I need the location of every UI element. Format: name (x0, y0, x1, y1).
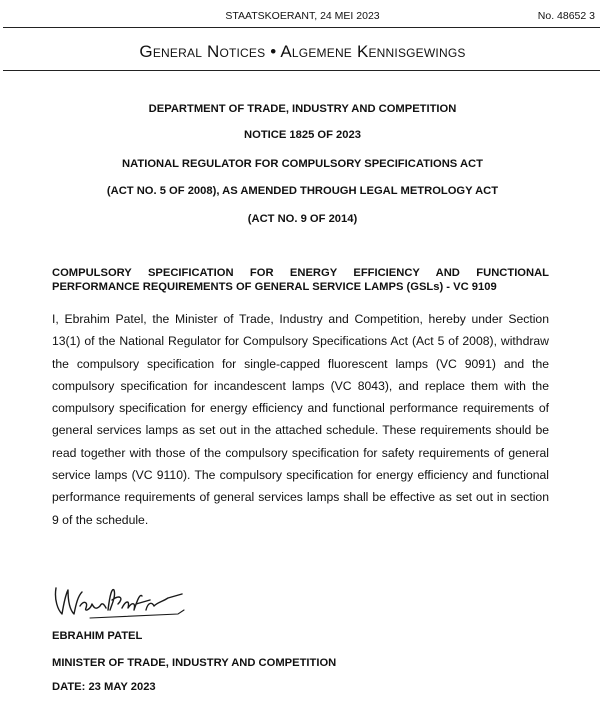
section-banner: General Notices • Algemene Kennisgewings (139, 42, 466, 61)
act-title-line-3: (ACT NO. 9 OF 2014) (247, 213, 358, 225)
notice-number: NOTICE 1825 OF 2023 (244, 129, 361, 141)
signatory-name: EBRAHIM PATEL (52, 630, 143, 642)
notice-subject: COMPULSORY SPECIFICATION FOR ENERGY EFFICIENCY AND FUNCTIONAL PERFORMANCE REQUIREMENTS OF GENERAL SERVICE LAMPS (GSLs) - VC 9109 (52, 267, 549, 293)
act-title-line-1: NATIONAL REGULATOR FOR COMPULSORY SPECIFICATIONS ACT (122, 158, 483, 170)
signatory-title: MINISTER OF TRADE, INDUSTRY AND COMPETITION (52, 657, 337, 669)
notice-body: I, Ebrahim Patel, the Minister of Trade, Industry and Competition, hereby under Section 13(1) of the National Regulator for Compulsory Specifications Act (Act 5 of 2008), withdraw the compulsory specification for single-capped fluorescent lamps (VC 9091) and the compulsory specification for incandescent lamps (VC 8043), and replace them with the compulsory specification for energy efficiency and functional performance requirements of general services lamps as set out in the attached schedule. These requirements should be read together with those of the compulsory specification for safety requirements of general service lamps (VC 9110). The compulsory specification for energy efficiency and functional performance requirements of general services lamps shall be effective as set out in section 9 of the schedule. (52, 312, 549, 527)
handwritten-signature (50, 580, 190, 625)
gazette-number: No. 48652 3 (537, 10, 595, 22)
gazette-title: STAATSKOERANT, 24 MEI 2023 (225, 10, 380, 22)
signature-date: DATE: 23 MAY 2023 (52, 681, 156, 693)
header-rule (3, 27, 600, 28)
page-header (0, 8, 605, 26)
department-heading: DEPARTMENT OF TRADE, INDUSTRY AND COMPETITION (148, 103, 457, 115)
act-title-line-2: (ACT NO. 5 OF 2008), AS AMENDED THROUGH LEGAL METROLOGY ACT (106, 185, 499, 197)
banner-rule (3, 70, 600, 71)
